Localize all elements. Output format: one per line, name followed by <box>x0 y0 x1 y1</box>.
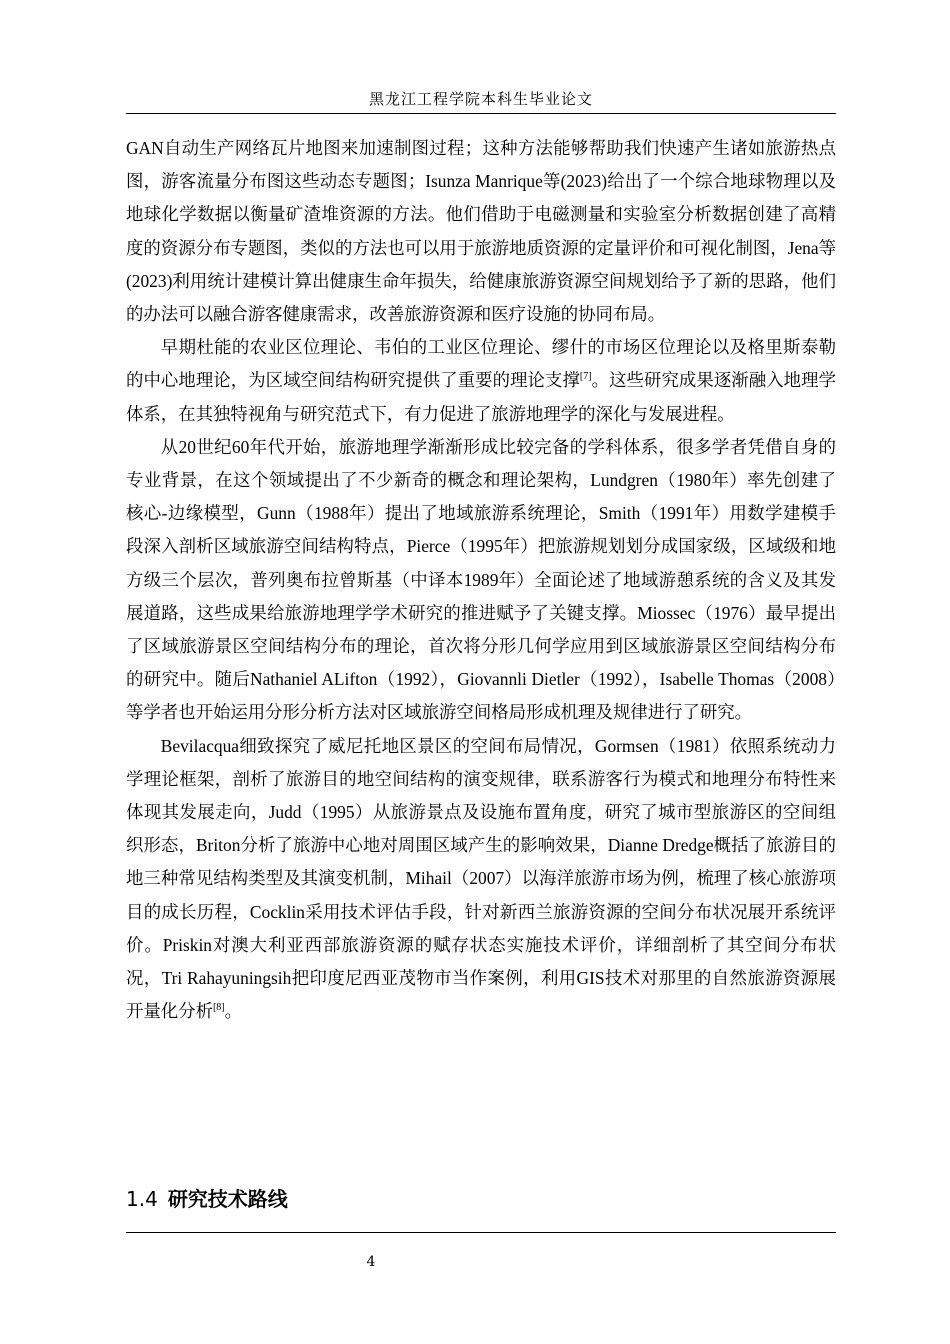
paragraph-2-text: 早期杜能的农业区位理论、韦伯的工业区位理论、缪什的市场区位理论以及格里斯泰勒的中心地理论，为区域空间结构研究提供了重要的理论支撑 <box>126 337 836 391</box>
footer-rule <box>126 1232 836 1233</box>
paragraph-1 <box>126 132 836 331</box>
section-heading <box>126 1183 288 1212</box>
paragraph-4-tail: 。 <box>224 1001 243 1022</box>
section-title: 研究技术路线 <box>167 1187 288 1211</box>
section-number: 1.4 <box>126 1187 158 1211</box>
running-header: 黑龙江工程学院本科生毕业论文 <box>368 90 593 108</box>
paragraph-3-text: 从20世纪60年代开始，旅游地理学渐渐形成比较完备的学科体系，很多学者凭借自身的专业背景，在这个领域提出了不少新奇的概念和理论架构，Lundgren（1980年）率先创建了核心-边缘模型，Gunn（1988年）提出了地域旅游系统理论，Smith（1991年）用数学建模手段深入剖析区域旅游空间结构特点，Pierce（1995年）把旅游规划划分成国家级，区域级和地方级三个层次，普列奥布拉曾斯基（中译本1989年）全面论述了地域游憩系统的含义及其发展道路，这些成果给旅游地理学学术研究的推进赋予了关键支撑。Miossec（1976）最早提出了区域旅游景区空间结构分布的理论，首次将分形几何学应用到区域旅游景区空间结构分布的研究中。随后Nathaniel ALifton（1992），Giovannli Dietler（1992），Isabelle Thomas（2008）等学者也开始运用分形分析方法对区域旅游空间格局形成机理及规律进行了研究。 <box>126 436 836 723</box>
paragraph-2 <box>126 331 836 431</box>
paragraph-1-text: GAN自动生产网络瓦片地图来加速制图过程；这种方法能够帮助我们快速产生诸如旅游热点图，游客流量分布图这些动态专题图；Isunza Manrique等(2023)给出了一个综合地球物理以及地球化学数据以衡量矿渣堆资源的方法。他们借助于电磁测量和实验室分析数据创建了高精度的资源分布专题图，类似的方法也可以用于旅游地质资源的定量评价和可视化制图，Jena等(2023)利用统计建模计算出健康生命年损失，给健康旅游资源空间规划给予了新的思路，他们的办法可以融合游客健康需求，改善旅游资源和医疗设施的协同布局。 <box>126 138 836 325</box>
citation-8: [8] <box>212 1002 225 1014</box>
paragraph-2-tail: 。这些研究成果逐渐融入地理学体系，在其独特视角与研究范式下，有力促进了旅游地理学的深化与发展进程。 <box>126 370 836 424</box>
body-text <box>126 132 836 1028</box>
header-rule <box>126 113 836 114</box>
paragraph-3 <box>126 431 836 730</box>
citation-7: [7] <box>579 371 592 383</box>
page-number: 4 <box>366 1254 376 1270</box>
paragraph-4 <box>126 730 836 1029</box>
paragraph-4-text: Bevilacqua细致探究了威尼托地区景区的空间布局情况，Gormsen（1981）依照系统动力学理论框架，剖析了旅游目的地空间结构的演变规律，联系游客行为模式和地理分布特性来体现其发展走向，Judd（1995）从旅游景点及设施布置角度，研究了城市型旅游区的空间组织形态，Briton分析了旅游中心地对周围区域产生的影响效果，Dianne Dredge概括了旅游目的地三种常见结构类型及其演变机制，Mihail（2007）以海洋旅游市场为例，梳理了核心旅游项目的成长历程，Cocklin采用技术评估手段，针对新西兰旅游资源的空间分布状况展开系统评价。Priskin对澳大利亚西部旅游资源的赋存状态实施技术评价，详细剖析了其空间分布状况，Tri Rahayuningsih把印度尼西亚茂物市当作案例，利用GIS技术对那里的自然旅游资源展开量化分析 <box>126 735 836 1022</box>
